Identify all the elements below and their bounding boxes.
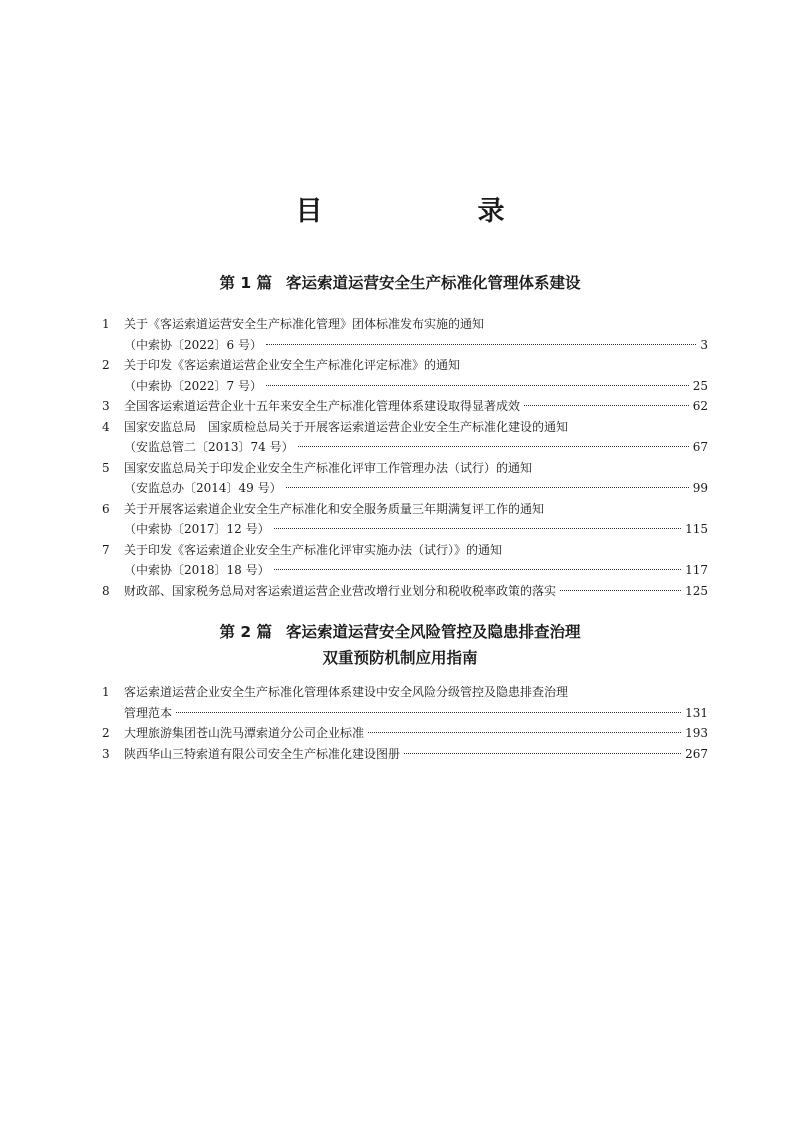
page-title: 目 录 (295, 196, 569, 227)
entry-title: 关于印发《客运索道运营企业安全生产标准化评定标准》的通知 (124, 358, 461, 372)
entry-title: 国家安监总局 国家质检总局关于开展客运索道运营企业安全生产标准化建设的通知 (124, 419, 569, 434)
entry-page: 62 (692, 399, 708, 413)
dot-leader (286, 487, 689, 488)
part-2-title-line-2: 双重预防机制应用指南 (322, 649, 478, 667)
entry-title: 关于开展客运索道企业安全生产标准化和安全服务质量三年期满复评工作的通知 (124, 501, 545, 516)
entry-title-last: （中索协〔2022〕7 号） (124, 378, 262, 393)
toc-entry-1-7-line-2[interactable] (100, 560, 708, 581)
dot-leader (560, 590, 681, 591)
dot-leader (274, 528, 681, 529)
toc-entry-1-1-line-2[interactable] (100, 335, 708, 356)
entry-number: 3 (102, 746, 110, 761)
entry-number: 8 (102, 583, 110, 598)
part-1-entries (100, 314, 708, 601)
toc-entry-2-3[interactable] (100, 744, 708, 765)
entry-title-last: 全国客运索道运营企业十五年来安全生产标准化管理体系建设取得显著成效 (124, 399, 521, 413)
toc-entry-2-2[interactable] (100, 723, 708, 744)
dot-leader (524, 405, 689, 406)
entry-page: 117 (685, 563, 708, 577)
dot-leader (368, 732, 681, 733)
entry-title: 关于《客运索道运营安全生产标准化管理》团体标准发布实施的通知 (124, 317, 485, 331)
entry-number: 7 (102, 542, 110, 557)
dot-leader (266, 344, 696, 345)
entry-number: 2 (102, 358, 110, 372)
part-1-title (0, 272, 800, 294)
toc-entry-1-8[interactable] (100, 581, 708, 602)
entry-title-last: （中索协〔2018〕18 号） (124, 563, 270, 577)
entry-number: 4 (102, 419, 110, 434)
part-1-title-line-1: 客运索道运营安全生产标准化管理体系建设 (286, 274, 581, 292)
toc-entry-1-5-line-1 (100, 458, 708, 479)
entry-number: 1 (102, 685, 110, 699)
entry-title-last: （安监总办〔2014〕49 号） (124, 481, 282, 495)
entry-title-last: （安监总管二〔2013〕74 号） (124, 440, 294, 454)
entry-number: 3 (102, 399, 110, 413)
entry-page: 115 (685, 522, 708, 536)
entry-title-last: （中索协〔2022〕6 号） (124, 337, 262, 352)
toc-entry-1-6-line-2[interactable] (100, 519, 708, 540)
toc-entry-1-4-line-2[interactable] (100, 437, 708, 458)
entry-title-last: 陕西华山三特索道有限公司安全生产标准化建设图册 (124, 746, 401, 761)
toc-entry-1-2-line-2[interactable] (100, 376, 708, 397)
entry-page: 131 (685, 705, 708, 720)
part-2-entries (100, 682, 708, 764)
part-2-number: 第 2 篇 (219, 623, 273, 641)
part-2-title-line-1: 客运索道运营安全风险管控及隐患排查治理 (286, 623, 581, 641)
entry-title-last: 财政部、国家税务总局对客运索道运营企业营改增行业划分和税收税率政策的落实 (124, 583, 557, 598)
toc-entry-1-6-line-1 (100, 499, 708, 520)
entry-number: 1 (102, 317, 110, 331)
entry-page: 67 (692, 440, 708, 454)
entry-number: 6 (102, 501, 110, 516)
toc-entry-1-3[interactable] (100, 396, 708, 417)
dot-leader (266, 385, 689, 386)
part-2-title (0, 621, 800, 669)
toc-entry-1-5-line-2[interactable] (100, 478, 708, 499)
dot-leader (298, 446, 689, 447)
entry-page: 99 (692, 481, 708, 495)
toc-entry-1-2-line-1 (100, 355, 708, 376)
toc-entry-2-1-line-2[interactable] (100, 703, 708, 724)
entry-title-last: 大理旅游集团苍山洗马潭索道分公司企业标准 (124, 726, 365, 740)
dot-leader (404, 753, 681, 754)
entry-page: 125 (685, 583, 708, 598)
entry-title: 客运索道运营企业安全生产标准化管理体系建设中安全风险分级管控及隐患排查治理 (124, 685, 569, 699)
part-1-number: 第 1 篇 (219, 274, 273, 292)
entry-title: 国家安监总局关于印发企业安全生产标准化评审工作管理办法（试行）的通知 (124, 460, 533, 475)
entry-page: 3 (700, 337, 708, 352)
toc-entry-1-7-line-1 (100, 540, 708, 561)
dot-leader (274, 569, 681, 570)
entry-title: 关于印发《客运索道企业安全生产标准化评审实施办法（试行）》的通知 (124, 542, 503, 557)
dot-leader (176, 712, 681, 713)
entry-number: 5 (102, 460, 110, 475)
entry-page: 25 (692, 378, 708, 393)
entry-title-last: 管理范本 (124, 705, 173, 720)
toc-entry-1-1-line-1 (100, 314, 708, 335)
entry-number: 2 (102, 726, 110, 740)
entry-page: 193 (685, 726, 708, 740)
toc-entry-1-4-line-1 (100, 417, 708, 438)
entry-title-last: （中索协〔2017〕12 号） (124, 522, 270, 536)
toc-entry-2-1-line-1 (100, 682, 708, 703)
entry-page: 267 (685, 746, 708, 761)
